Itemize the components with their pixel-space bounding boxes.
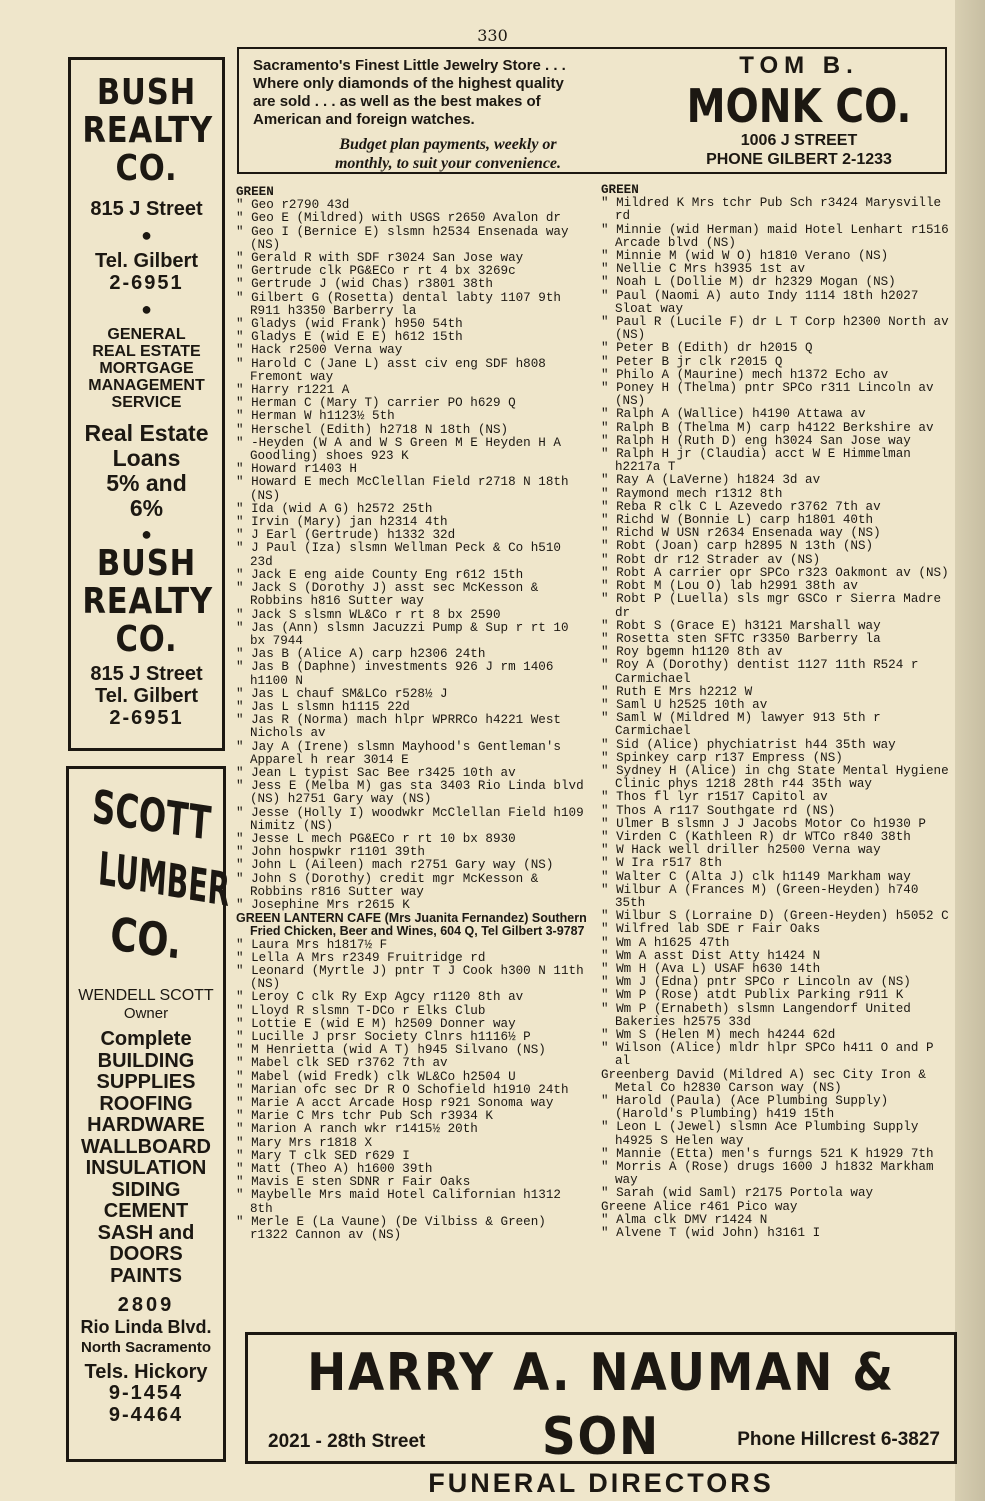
directory-entry: " Ulmer B slsmn J J Jacobs Motor Co h1930 P <box>601 816 926 831</box>
directory-entry: " Merle E (La Vaune) (De Vilbiss & Green) r1322 Cannon av (NS) <box>236 1214 546 1243</box>
directory-entry: " Robt S (Grace E) h3121 Marshall way <box>601 618 881 633</box>
directory-entry: " Rosetta sten SFTC r3350 Barberry la <box>601 631 881 646</box>
directory-entry: Greenberg David (Mildred A) sec City Iron & Metal Co h2830 Carson way (NS) <box>601 1067 926 1095</box>
directory-entry: " Spinkey carp r137 Empress (NS) <box>601 750 843 765</box>
scott-owner-label: Owner <box>123 1005 169 1022</box>
page-number: 330 <box>477 26 508 45</box>
bush-realty-ad <box>68 57 225 751</box>
directory-entry: " M Henrietta (wid A T) h945 Silvano (NS) <box>236 1043 546 1058</box>
directory-entry: " Wm S (Helen M) mech h4244 62d <box>601 1028 836 1042</box>
directory-entry: " Geo r2790 43d <box>236 198 350 213</box>
bush-service-4: MANAGEMENT <box>88 377 205 394</box>
bush-loan-1: Real Estate <box>84 420 209 446</box>
directory-entry: " Jas B (Daphne) investments 926 J rm 1406 h1100 N <box>236 660 554 688</box>
scott-item-11: PAINTS <box>110 1264 182 1287</box>
bush-name-repeat-2: REALTY <box>82 581 214 622</box>
scott-address-number: 2809 <box>117 1294 175 1316</box>
directory-entry: " Gladys E (wid E E) h612 15th <box>236 330 463 345</box>
monk-address: 1006 J STREET <box>740 132 858 149</box>
bush-name-repeat-3: CO. <box>115 619 178 660</box>
bush-loan-4: 6% <box>129 495 164 521</box>
directory-entry: " Jas L slsmn h1115 22d <box>236 699 410 714</box>
directory-entry: " Jesse (Holly I) woodwkr McClellan Field h109 Nimitz (NS) <box>236 805 584 833</box>
directory-entry: " Geo I (Bernice E) slsmn h2534 Ensenada way (NS) <box>236 224 569 252</box>
scott-tels-label: Tels. Hickory <box>84 1360 208 1383</box>
directory-entry: " Howard r1403 H <box>236 462 357 477</box>
scott-item-7: SIDING <box>111 1178 181 1201</box>
scott-logo-1: SCOTT <box>90 779 213 851</box>
directory-entry: " Poney H (Thelma) pntr SPCo r311 Lincoln av (NS) <box>601 381 934 409</box>
directory-entry: " Hack r2500 Verna way <box>236 343 403 358</box>
scott-lumber-ad <box>66 766 232 1462</box>
monk-line-4: American and foreign watches. <box>253 111 475 128</box>
directory-entry: " Sid (Alice) phychiatrist h44 35th way <box>601 737 896 752</box>
directory-entry: " Marie C Mrs tchr Pub Sch r3934 K <box>236 1109 493 1124</box>
directory-entry: " Irvin (Mary) jan h2314 4th <box>236 515 448 530</box>
directory-entry: " J Earl (Gertrude) h1332 32d <box>236 528 456 543</box>
monk-line-2: Where only diamonds of the highest quality <box>253 75 564 92</box>
directory-entry: " Lloyd R slsmn T-DCo r Elks Club <box>236 1003 486 1018</box>
directory-entry: " Lella A Mrs r2349 Fruitridge rd <box>236 950 486 965</box>
directory-entry: " Minnie (wid Herman) maid Hotel Lenhart r1516 Arcade blvd (NS) <box>601 222 949 250</box>
directory-entry: " Wm P (Rose) atdt Publix Parking r911 K <box>601 988 904 1003</box>
directory-entry: " Reba R clk C L Azevedo r3762 7th av <box>601 499 881 514</box>
monk-line-1: Sacramento's Finest Little Jewelry Store . . . <box>253 57 566 74</box>
monk-budget-2: monthly, to suit your convenience. <box>334 155 562 172</box>
scott-tel-1: 9-1454 <box>108 1382 184 1404</box>
directory-entry: " Wm P (Ernabeth) slsmn Langendorf United Bakeries h2575 33d <box>601 1001 911 1029</box>
directory-entry: " Gilbert G (Rosetta) dental labty 1107 9th R911 h3350 Barberry la <box>236 290 561 318</box>
scott-tel-2: 9-4464 <box>108 1403 184 1426</box>
scott-item-1: BUILDING <box>97 1049 195 1072</box>
directory-entry: " Ruth E Mrs h2212 W <box>601 684 753 699</box>
monk-budget-1: Budget plan payments, weekly or <box>339 136 557 153</box>
directory-entry: " Mildred K Mrs tchr Pub Sch r3424 Marysville rd <box>601 196 942 224</box>
nauman-name: HARRY A. NAUMAN & SON <box>307 1343 895 1467</box>
monk-name-1: TOM B. <box>739 52 859 79</box>
directory-entry: " Lottie E (wid E M) h2509 Donner way <box>236 1016 516 1031</box>
directory-entry: " Maybelle Mrs maid Hotel Californian h1312 8th <box>236 1188 561 1216</box>
directory-entry: " Mary Mrs r1818 X <box>236 1135 373 1150</box>
scott-owner-name: WENDELL SCOTT <box>78 987 214 1004</box>
directory-entry: " Leroy C clk Ry Exp Agcy r1120 8th av <box>236 990 524 1005</box>
directory-entry: " Gertrude clk PG&ECo r rt 4 bx 3269c <box>236 264 516 279</box>
directory-entry: " Ralph H (Ruth D) eng h3024 San Jose way <box>601 433 911 448</box>
scott-item-10: DOORS <box>109 1243 183 1265</box>
directory-entry: " Raymond mech r1312 8th <box>601 486 783 501</box>
directory-entry: " Marian ofc sec Dr R O Schofield h1910 24th <box>236 1082 569 1097</box>
directory-entry: " Wm A h1625 47th <box>601 935 730 950</box>
directory-entry: " Ralph A (Wallice) h4190 Attawa av <box>601 407 866 422</box>
directory-column-1 <box>236 186 591 1242</box>
bush-loan-3: 5% and <box>106 470 187 496</box>
directory-entry: " Roy A (Dorothy) dentist 1127 11th R524 r Carmichael <box>601 658 919 686</box>
directory-entry: " Ray A (LaVerne) h1824 3d av <box>601 473 821 488</box>
directory-entry: " Robt dr r12 Strader av (NS) <box>601 552 821 567</box>
directory-entry: " -Heyden (W A and W S Green M E Heyden H A Goodling) shoes 923 K <box>236 435 561 464</box>
directory-entry: " Laura Mrs h1817½ F <box>236 937 388 952</box>
directory-entry: " Howard E mech McClellan Field r2718 N 18th (NS) <box>236 475 569 503</box>
directory-entry: " Mabel clk SED r3762 7th av <box>236 1056 448 1071</box>
directory-entry: Greene Alice r461 Pico way <box>601 1199 798 1214</box>
bullet-icon: ● <box>141 524 152 544</box>
bush-service-1: GENERAL <box>107 326 186 343</box>
scott-item-4: HARDWARE <box>87 1114 205 1136</box>
directory-entry: " Harold C (Jane L) asst civ eng SDF h808 Fremont way <box>236 356 546 384</box>
directory-entry: " Morris A (Rose) drugs 1600 J h1832 Markham way <box>601 1160 934 1188</box>
directory-entry: " Mavis E sten SDNR r Fair Oaks <box>236 1175 471 1190</box>
bush-address-2: 815 J Street <box>90 663 203 685</box>
directory-entry: " Marion A ranch wkr r1415½ 20th <box>236 1122 478 1137</box>
scott-item-8: CEMENT <box>103 1200 189 1222</box>
directory-entry: " Thos A r117 Southgate rd (NS) <box>601 803 836 818</box>
directory-entry: " Geo E (Mildred) with USGS r2650 Avalon dr <box>236 211 561 226</box>
directory-entry: " Mary T clk SED r629 I <box>236 1148 410 1163</box>
directory-entry: " Harry r1221 A <box>236 383 350 398</box>
directory-entry: " Harold (Paula) (Ace Plumbing Supply) (Harold's Plumbing) h419 15th <box>601 1094 889 1122</box>
scott-logo-3: CO. <box>108 906 184 970</box>
scott-address-city: North Sacramento <box>80 1338 212 1356</box>
directory-entry: " J Paul (Iza) slsmn Wellman Peck & Co h510 23d <box>236 541 561 569</box>
directory-entry: " Gerald R with SDF r3024 San Jose way <box>236 251 524 266</box>
bullet-icon: ● <box>141 225 152 245</box>
directory-entry: " Peter B jr clk r2015 Q <box>601 354 783 369</box>
nauman-subtitle: FUNERAL DIRECTORS <box>428 1468 774 1498</box>
bush-service-2: REAL ESTATE <box>92 343 201 360</box>
scott-item-0: Complete <box>100 1028 192 1050</box>
monk-line-3: are sold . . . as well as the best makes of <box>253 93 541 110</box>
bush-name-2: REALTY <box>82 110 214 151</box>
bush-tel-number: 2-6951 <box>109 272 184 294</box>
bush-name-3: CO. <box>115 148 178 189</box>
monk-phone: PHONE GILBERT 2-1233 <box>706 151 892 168</box>
directory-entry: " Wilfred lab SDE r Fair Oaks <box>601 922 821 937</box>
directory-entry: " Wilbur S (Lorraine D) (Green-Heyden) h5052 C <box>601 909 949 924</box>
directory-entry: " Jas B (Alice A) carp h2306 24th <box>236 647 486 662</box>
directory-entry: " Gertrude J (wid Chas) r3801 38th <box>236 277 493 292</box>
directory-entry: " Philo A (Maurine) mech h1372 Echo av <box>601 367 889 382</box>
directory-entry: " W Hack well driller h2500 Verna way <box>601 843 881 858</box>
bush-loan-2: Loans <box>112 445 181 471</box>
directory-entry: " Paul (Naomi A) auto Indy 1114 18th h2027 Sloat way <box>601 288 919 316</box>
directory-entry: " Leonard (Myrtle J) pntr T J Cook h300 N 11th (NS) <box>236 963 584 992</box>
directory-entry: " Robt A carrier opr SPCo r323 Oakmont av (NS) <box>601 565 949 580</box>
directory-entry: " Jas (Ann) slsmn Jacuzzi Pump & Sup r rt 10 bx 7944 <box>236 620 569 648</box>
directory-entry: " Leon L (Jewel) slsmn Ace Plumbing Supply h4925 S Helen way <box>601 1120 919 1148</box>
directory-entry: " Virden C (Kathleen R) dr WTCo r840 38th <box>601 829 911 844</box>
directory-entry: " Wilbur A (Frances M) (Green-Heyden) h740 35th <box>601 882 919 910</box>
scott-item-3: ROOFING <box>99 1092 193 1115</box>
directory-entry: " Gladys (wid Frank) h950 54th <box>236 317 463 332</box>
directory-entry: " Ralph H jr (Claudia) acct W E Himmelman h2217a T <box>601 447 911 475</box>
directory-entry: " Richd W USN r2634 Ensenada way (NS) <box>601 526 881 541</box>
bush-name-1: BUSH <box>96 72 197 113</box>
directory-entry: " Wm J (Edna) pntr SPCo r Lincoln av (NS) <box>601 975 911 990</box>
bush-name-repeat-1: BUSH <box>96 543 197 584</box>
scott-item-9: SASH and <box>97 1221 195 1244</box>
section-header: GREEN <box>236 185 274 199</box>
directory-entry: " Minnie M (wid W O) h1810 Verano (NS) <box>601 249 889 264</box>
directory-entry: " Herman W h1123½ 5th <box>236 409 395 424</box>
directory-entry: " Josephine Mrs r2615 K <box>236 897 410 912</box>
directory-entry: " Matt (Theo A) h1600 39th <box>236 1162 433 1177</box>
directory-entry: " John hospwkr r1101 39th <box>236 845 425 860</box>
directory-entry: " Ida (wid A G) h2572 25th <box>236 501 433 516</box>
directory-entry: " Richd W (Bonnie L) carp h1801 40th <box>601 513 874 528</box>
scott-logo-2: LUMBER <box>96 841 232 918</box>
directory-entry: " Jack E eng aide County Eng r612 15th <box>236 567 524 582</box>
directory-entry: " Lucille J prsr Society Clnrs h1116½ P <box>236 1030 531 1044</box>
bush-tel-label-2: Tel. Gilbert <box>95 685 198 707</box>
directory-entry: " John L (Aileen) mach r2751 Gary way (NS) <box>236 858 554 873</box>
directory-entry: " Jack S (Dorothy J) asst sec McKesson & Robbins h816 Sutter way <box>236 581 539 609</box>
directory-entry: " Herman C (Mary T) carrier PO h629 Q <box>236 396 516 411</box>
directory-entry: " Jess E (Melba M) gas sta 3403 Rio Linda blvd (NS) h2751 Gary way (NS) <box>236 779 584 807</box>
directory-entry: " W Ira r517 8th <box>601 856 722 871</box>
directory-entry: " Roy bgemn h1120 8th av <box>601 645 783 660</box>
directory-entry: " Jay A (Irene) slsmn Mayhood's Gentleman's Apparel h rear 3014 E <box>236 739 561 767</box>
directory-entry: " Wilson (Alice) mldr hlpr SPCo h411 O and P al <box>601 1041 934 1069</box>
directory-entry: " Mabel (wid Fredk) clk WL&Co h2504 U <box>236 1069 516 1084</box>
directory-entry: " Jas L chauf SM&LCo r528½ J <box>236 686 448 701</box>
directory-entry: " John S (Dorothy) credit mgr McKesson & Robbins r816 Sutter way <box>236 871 539 899</box>
directory-entry: " Mannie (Etta) men's furngs 521 K h1929 7th <box>601 1146 934 1161</box>
directory-entry: GREEN LANTERN CAFE (Mrs Juanita Fernandez) Southern Fried Chicken, Beer and Wines, 604 Q, Tel Gilbert 3-9787 <box>236 911 587 939</box>
nauman-address: 2021 - 28th Street <box>268 1431 426 1452</box>
directory-entry: " Jean L typist Sac Bee r3425 10th av <box>236 765 516 780</box>
directory-entry: " Alvene T (wid John) h3161 I <box>601 1226 821 1241</box>
directory-entry: " Jack S slsmn WL&Co r rt 8 bx 2590 <box>236 607 501 622</box>
bullet-icon: ● <box>141 299 152 319</box>
scott-item-2: SUPPLIES <box>96 1071 196 1093</box>
directory-entry: " Wm A asst Dist Atty h1424 N <box>601 948 821 963</box>
bush-service-3: MORTGAGE <box>99 360 194 377</box>
directory-entry: " Marie A acct Arcade Hosp r921 Sonoma way <box>236 1096 554 1111</box>
bush-service-5: SERVICE <box>111 394 182 411</box>
directory-entry: " Robt M (Lou O) lab h2991 38th av <box>601 579 858 594</box>
directory-entry: " Saml W (Mildred M) lawyer 913 5th r Carmichael <box>601 711 881 739</box>
monk-name-2: MONK CO. <box>686 79 912 133</box>
directory-entry: " Nellie C Mrs h3935 1st av <box>601 262 806 277</box>
adjacent-page-edge <box>955 0 985 1501</box>
bush-tel-number-2: 2-6951 <box>109 707 184 729</box>
monk-ad-copy <box>253 57 643 173</box>
scott-address-street: Rio Linda Blvd. <box>80 1316 212 1337</box>
directory-entry: " Jas R (Norma) mach hlpr WPRRCo h4221 West Nichols av <box>236 713 561 741</box>
directory-entry: " Peter B (Edith) dr h2015 Q <box>601 341 813 356</box>
bush-address: 815 J Street <box>90 198 203 220</box>
directory-entry: " Sarah (wid Saml) r2175 Portola way <box>601 1186 874 1201</box>
directory-entry: " Robt P (Luella) sls mgr GSCo r Sierra Madre dr <box>601 592 942 620</box>
monk-jewelry-ad <box>237 47 947 174</box>
scott-item-5: WALLBOARD <box>81 1135 211 1158</box>
section-header: GREEN <box>601 183 639 197</box>
directory-entry: " Jesse L mech PG&ECo r rt 10 bx 8930 <box>236 831 516 846</box>
directory-entry: " Sydney H (Alice) in chg State Mental Hygiene Clinic phys 1218 28th r44 35th way <box>601 763 949 792</box>
nauman-funeral-ad <box>245 1332 957 1498</box>
directory-entry: " Noah L (Dollie M) dr h2329 Mogan (NS) <box>601 275 896 290</box>
directory-entry: " Robt (Joan) carp h2895 N 13th (NS) <box>601 539 874 554</box>
directory-entry: " Saml U h2525 10th av <box>601 697 768 712</box>
nauman-phone: Phone Hillcrest 6-3827 <box>737 1429 940 1450</box>
directory-entry: " Wm H (Ava L) USAF h630 14th <box>601 961 821 976</box>
directory-entry: " Paul R (Lucile F) dr L T Corp h2300 North av (NS) <box>601 315 949 343</box>
directory-entry: " Herschel (Edith) h2718 N 18th (NS) <box>236 422 509 437</box>
directory-entry: " Walter C (Alta J) clk h1149 Markham way <box>601 869 911 884</box>
bush-tel-label: Tel. Gilbert <box>95 250 198 272</box>
directory-column-2 <box>601 184 953 1240</box>
directory-entry: " Ralph B (Thelma M) carp h4122 Berkshire av <box>601 420 934 435</box>
directory-entry: " Alma clk DMV r1424 N <box>601 1212 768 1227</box>
monk-ad-name <box>654 51 944 169</box>
scott-item-6: INSULATION <box>85 1157 207 1179</box>
directory-entry: " Thos fl lyr r1517 Capitol av <box>601 790 828 805</box>
